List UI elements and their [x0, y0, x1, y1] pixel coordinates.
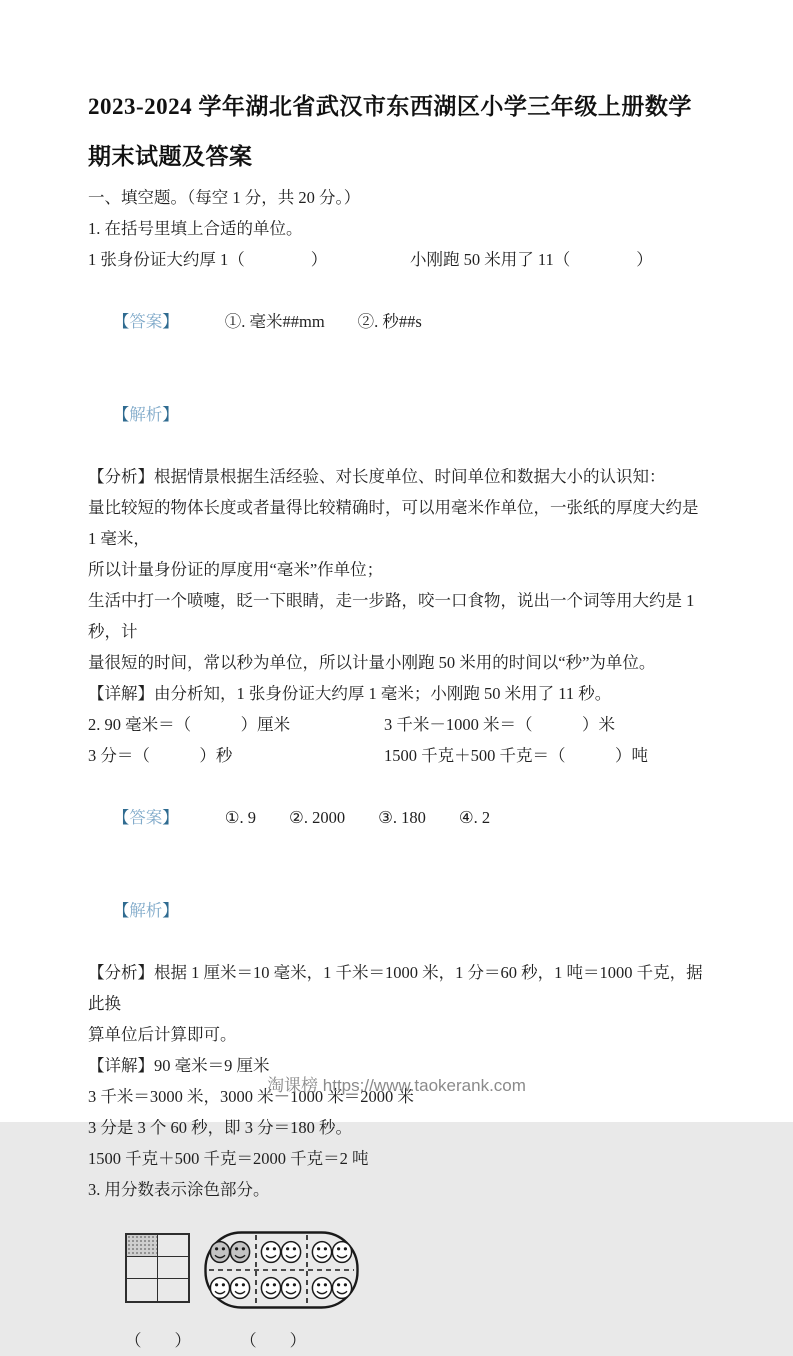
answer-label: [113, 808, 179, 827]
jiexi-label-close-bracket: 】: [162, 405, 179, 424]
q2-jiexi-row: [88, 864, 707, 957]
q3-prompt: 3. 用分数表示涂色部分。: [88, 1180, 270, 1199]
q3-blank-1: （ ）: [125, 1331, 191, 1350]
section-heading: 一、填空题。（每空 1 分，共 20 分。）: [88, 188, 361, 207]
smiley-face: [230, 1278, 249, 1299]
smiley-face: [332, 1242, 351, 1263]
q2-row1: [88, 709, 707, 740]
q1-blanks-row: [88, 244, 707, 275]
answer-label-open-bracket: 【: [112, 808, 130, 827]
q2-detail-line: 3 分是 3 个 60 秒，即 3 分＝180 秒。: [88, 1118, 352, 1137]
q2-row2-right: 1500 千克＋500 千克＝（ ）吨: [384, 746, 648, 765]
grid-cell: [158, 1257, 189, 1279]
smiley-face-shaded: [210, 1242, 229, 1263]
q1-answer-text: ①. 毫米##mm ②. 秒##s: [224, 312, 422, 331]
jiexi-label-text: 解析: [129, 405, 163, 424]
q2-answer-row: [88, 771, 707, 864]
page-title-line1: 2023-2024 学年湖北省武汉市东西湖区小学三年级上册数学: [88, 94, 692, 119]
q1-detail-line: 【详解】由分析知，1 张身份证大约厚 1 毫米；小刚跑 50 米用了 11 秒。: [88, 684, 612, 703]
grid-cell-shaded: [127, 1235, 158, 1257]
jiexi-label-close-bracket: 】: [162, 901, 179, 920]
page-title: [88, 82, 707, 182]
smiley-face: [210, 1278, 229, 1299]
grid-cell: [127, 1257, 158, 1279]
q2-analysis-line: 【分析】根据 1 厘米＝10 毫米，1 千米＝1000 米，1 分＝60 秒，1 吨＝1000 千克，据此换: [88, 963, 703, 1013]
answer-label: [113, 312, 179, 331]
fraction-grid-figure: [125, 1233, 190, 1303]
answer-label-close-bracket: 】: [162, 312, 179, 331]
grid-cell: [127, 1279, 158, 1301]
grid-cell: [158, 1279, 189, 1301]
smiley-face: [281, 1242, 300, 1263]
q1-analysis-line: 量比较短的物体长度或者量得比较精确时，可以用毫米作单位，一张纸的厚度大约是 1 毫米，: [88, 498, 703, 548]
q1-analysis-line: 所以计量身份证的厚度用“毫米”作单位；: [88, 560, 384, 579]
q1-blank-left: 1 张身份证大约厚 1（ ）: [88, 250, 328, 269]
smiley-face: [261, 1278, 280, 1299]
jiexi-label: [113, 901, 179, 920]
page-title-line2: 期末试题及答案: [88, 144, 253, 169]
q2-row1-right: 3 千米－1000 米＝（ ）米: [384, 715, 615, 734]
q2-row1-left: 2. 90 毫米＝（ ）厘米: [88, 715, 291, 734]
smiley-face: [312, 1278, 331, 1299]
q3-blank-2: （ ）: [240, 1331, 307, 1350]
smiley-oval-figure: [204, 1231, 359, 1309]
watermark-text: 淘课榜 https://www.taokerank.com: [267, 1076, 526, 1095]
jiexi-label: [113, 405, 179, 424]
q1-answer-row: [88, 275, 707, 368]
answer-label-close-bracket: 】: [162, 808, 179, 827]
smiley-face-shaded: [230, 1242, 249, 1263]
smiley-face: [281, 1278, 300, 1299]
grid-cell: [158, 1235, 189, 1257]
watermark-footer: [0, 1071, 793, 1096]
jiexi-label-open-bracket: 【: [112, 901, 130, 920]
q2-row2: [88, 740, 707, 771]
q2-detail-line: 1500 千克＋500 千克＝2000 千克＝2 吨: [88, 1149, 369, 1168]
q1-prompt: 1. 在括号里填上合适的单位。: [88, 219, 303, 238]
answer-label-text: 答案: [129, 312, 163, 331]
q3-figures: [125, 1231, 707, 1309]
q1-jiexi-row: [88, 368, 707, 461]
smiley-face: [261, 1242, 280, 1263]
answer-label-text: 答案: [129, 808, 163, 827]
q2-detail-line: 【详解】90 毫米＝9 厘米: [88, 1056, 270, 1075]
q1-analysis-line: 【分析】根据情景根据生活经验、对长度单位、时间单位和数据大小的认识知：: [88, 467, 666, 486]
q1-analysis-line: 量很短的时间，常以秒为单位，所以计量小刚跑 50 米用的时间以“秒”为单位。: [88, 653, 656, 672]
q2-detail-line: 3 千米＝3000 米，3000 米－1000 米＝2000 米: [88, 1087, 414, 1106]
jiexi-label-open-bracket: 【: [112, 405, 130, 424]
q1-blank-right: 小刚跑 50 米用了 11（ ）: [410, 250, 653, 269]
document-body: [88, 182, 707, 1356]
answer-label-open-bracket: 【: [112, 312, 130, 331]
q3-answer-blanks: [125, 1325, 707, 1356]
q2-row2-left: 3 分＝（ ）秒: [88, 746, 233, 765]
smiley-face: [332, 1278, 351, 1299]
jiexi-label-text: 解析: [129, 901, 163, 920]
q2-answer-text: ①. 9 ②. 2000 ③. 180 ④. 2: [224, 808, 491, 827]
q1-analysis-line: 生活中打一个喷嚏，眨一下眼睛，走一步路，咬一口食物，说出一个词等用大约是 1 秒，计: [88, 591, 699, 641]
smiley-face: [312, 1242, 331, 1263]
q2-analysis-line: 算单位后计算即可。: [88, 1025, 237, 1044]
